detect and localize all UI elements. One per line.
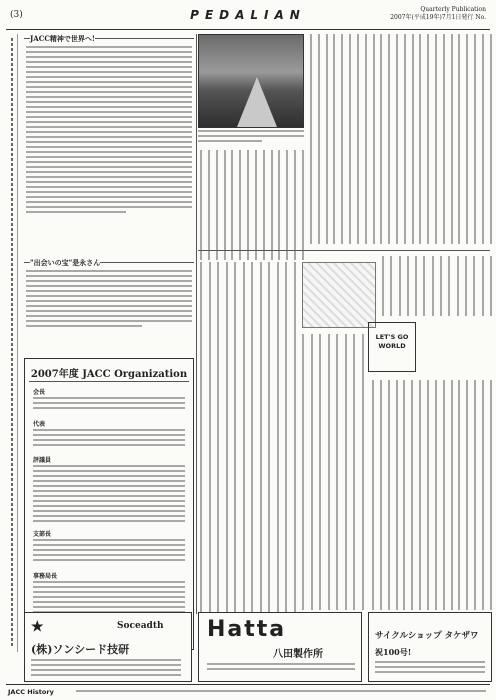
sketch-illustration [302, 262, 376, 328]
article-body-vertical-right-top [310, 34, 492, 244]
masthead-title: PEDALIAN [190, 8, 306, 22]
article-body-jacc-spirit [26, 46, 192, 216]
ad-sonsee-name: (株)ソンシード技研 [31, 643, 130, 656]
page-header [6, 4, 490, 30]
ad-soceadth-name: Soceadth [117, 621, 164, 631]
ad-hatta-company: 八田製作所 [273, 649, 323, 660]
side-caption-text [11, 38, 13, 648]
ad-cycleshop [368, 612, 492, 682]
article-body-vertical-right-mid [382, 256, 492, 316]
ad-cycleshop-name: サイクルショップ タケザワ [375, 631, 479, 641]
side-caption-strip [6, 34, 18, 652]
org-role-councilors: 評議員 [33, 457, 52, 464]
ad-hatta [198, 612, 362, 682]
org-role-secretariat: 事務局長 [33, 573, 58, 580]
lets-go-world-box: LET'S GO WORLD [368, 322, 416, 372]
article-body-vertical-lower-right [372, 380, 492, 610]
road-shape [237, 77, 277, 127]
article-body-vertical-lower-mid [302, 334, 364, 610]
column-divider-left [196, 34, 197, 614]
issue-info [356, 6, 486, 22]
road-photo [198, 34, 304, 128]
article-body-koreyo [26, 270, 192, 330]
ad-soceadth-mark-icon: ★ [31, 619, 44, 635]
organization-title: 2007年度 JACC Organization [30, 369, 188, 380]
photo-caption [198, 130, 304, 145]
article-body-vertical-center-lower [200, 262, 296, 612]
org-role-representative: 代表 [33, 421, 46, 428]
article-body-vertical-center [200, 150, 304, 260]
page-number: (3) [10, 10, 23, 20]
issue-line-1: Quarterly Publication [420, 6, 486, 13]
org-role-branch-heads: 支部長 [33, 531, 52, 538]
organization-box [24, 358, 194, 650]
org-role-chairman: 会長 [33, 389, 46, 396]
article-heading-jacc-spirit: JACC精神で世界へ! [30, 34, 95, 43]
issue-line-2: 2007年(平成19年)7月1日発行 No. [390, 14, 486, 21]
article-heading-koreyo: "出会いの宝"是永さん [30, 258, 101, 267]
ad-hatta-logo: Hatta [207, 617, 287, 642]
section-rule-mid [198, 250, 490, 251]
ad-soceadth [24, 612, 192, 682]
footer-history-label: JACC History [8, 688, 54, 696]
ad-cycleshop-tagline: 祝100号! [375, 647, 412, 657]
page-footer [6, 684, 490, 698]
